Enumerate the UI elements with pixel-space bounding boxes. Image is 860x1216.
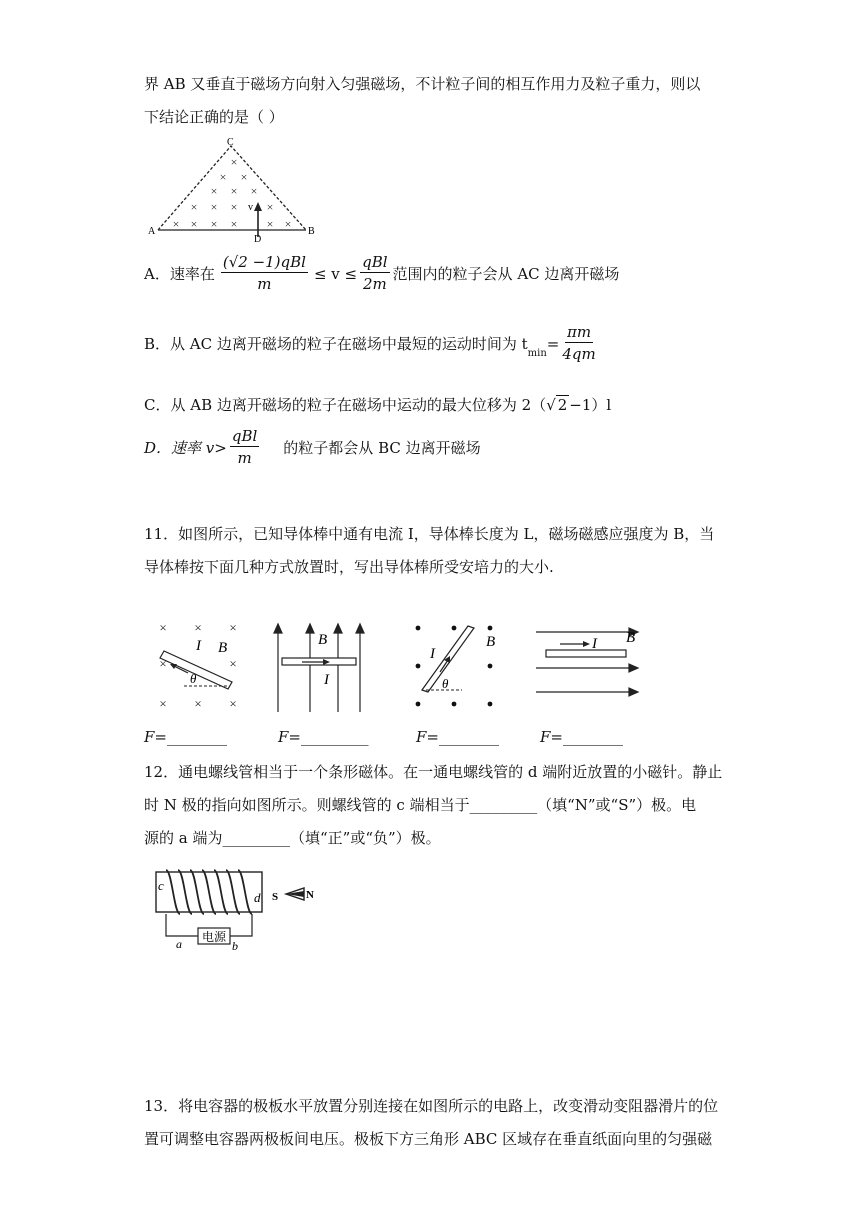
svg-text:θ: θ [442,676,449,691]
q12-line-3: 源的 a 端为_________（填“正”或“负”）极。 [144,829,441,847]
q13-line-2: 置可调整电容器两极板间电压。极板下方三角形 ABC 区域存在垂直纸面向里的匀强磁 [144,1130,713,1148]
svg-text:×: × [194,620,202,635]
q12-line-1: 12．通电螺线管相当于一个条形磁体。在一通电螺线管的 d 端附近放置的小磁针。静止 [144,763,723,781]
svg-text:×: × [159,696,167,711]
svg-text:×: × [229,620,237,635]
option-c: C．从 AB 边离开磁场的粒子在磁场中运动的最大位移为 2（√ 2 −1）l [144,396,612,414]
q10-line-1: 界 AB 又垂直于磁场方向射入匀强磁场，不计粒子间的相互作用力及粒子重力，则以 [144,75,701,93]
svg-text:×: × [210,200,218,214]
svg-text:×: × [266,200,274,214]
answer-blank-2[interactable]: F=_________ [278,728,369,746]
svg-text:I: I [430,646,435,662]
svg-text:B: B [626,630,636,646]
svg-text:×: × [219,170,227,184]
answer-blank-1[interactable]: F=________ [144,728,227,746]
svg-text:θ: θ [190,671,197,686]
svg-text:×: × [210,184,218,198]
option-b-fraction: $\frac{\pi m}{4qm}$ [562,323,596,363]
svg-text:×: × [230,155,238,169]
svg-text:c: c [158,878,164,893]
svg-text:×: × [229,656,237,671]
option-a-fraction-2: $\frac{\text{qBl}}{2m}$ [362,253,388,293]
svg-text:I: I [196,638,201,654]
option-d-fraction: $\frac{\text{qBl}}{m}$ [231,427,258,467]
triangle-field-figure [146,134,322,244]
svg-text:×: × [230,184,238,198]
svg-text:×: × [266,217,274,231]
vertex-c-label: C [227,137,234,148]
q11-line-1: 11．如图所示，已知导体棒中通有电流 I，导体棒长度为 L，磁场磁感应强度为 B，当 [144,525,715,543]
svg-text:B: B [218,640,228,656]
q11-line-2: 导体棒按下面几种方式放置时，写出导体棒所受安培力的大小. [144,558,554,576]
rod-figure-2 [272,622,368,714]
svg-text:×: × [230,200,238,214]
q13-line-1: 13．将电容器的极板水平放置分别连接在如图所示的电路上，改变滑动变阻器滑片的位 [144,1097,719,1115]
solenoid-figure [148,864,328,954]
answer-blank-4[interactable]: F=________ [540,728,623,746]
svg-text:×: × [190,217,198,231]
svg-text:×: × [159,656,167,671]
svg-text:I: I [324,672,329,688]
svg-text:×: × [250,184,258,198]
answer-blank-3[interactable]: F=________ [416,728,499,746]
rod-figure-4 [534,622,644,704]
rod-figure-3 [410,620,506,714]
svg-text:a: a [176,937,182,951]
vertex-b-label: B [308,226,315,237]
option-a: A．速率在 $\frac{\text{(√2 −1)qBl}}{m}$ ≤ v ≤ $\frac{\text{qBl}}{2m}$ 范围内的粒子会从 AC 边离开磁场 [144,253,620,293]
svg-text:N: N [306,889,314,901]
svg-text:B: B [486,634,496,650]
svg-text:S: S [272,891,279,903]
option-a-fraction-1: $\frac{\text{(√2 −1)qBl}}{m}$ [222,253,306,293]
svg-text:d: d [254,890,261,905]
svg-text:×: × [172,217,180,231]
svg-text:B: B [318,632,328,648]
svg-text:×: × [230,217,238,231]
svg-text:b: b [232,939,238,953]
option-d: D．速率 v > $\frac{\text{qBl}}{m}$ 的粒子都会从 BC 边离开磁场 [144,427,481,467]
svg-text:×: × [229,696,237,711]
svg-text:电源: 电源 [202,930,227,944]
q10-line-2: 下结论正确的是（ ） [144,108,284,126]
rod-figure-1 [152,618,244,714]
velocity-label: v [248,202,253,213]
svg-text:×: × [159,620,167,635]
point-d-label: D [254,234,262,244]
svg-text:×: × [190,200,198,214]
option-b: B．从 AC 边离开磁场的粒子在磁场中最短的运动时间为 t $_{min}$ = $\frac{\pi m}{4qm}$ [144,323,596,363]
svg-text:I: I [592,636,597,652]
svg-text:×: × [194,696,202,711]
svg-text:×: × [210,217,218,231]
vertex-a-label: A [148,226,156,237]
svg-text:×: × [284,217,292,231]
svg-text:×: × [240,170,248,184]
q12-line-2: 时 N 极的指向如图所示。则螺线管的 c 端相当于_________（填“N”或“S”）极。电 [144,796,697,814]
